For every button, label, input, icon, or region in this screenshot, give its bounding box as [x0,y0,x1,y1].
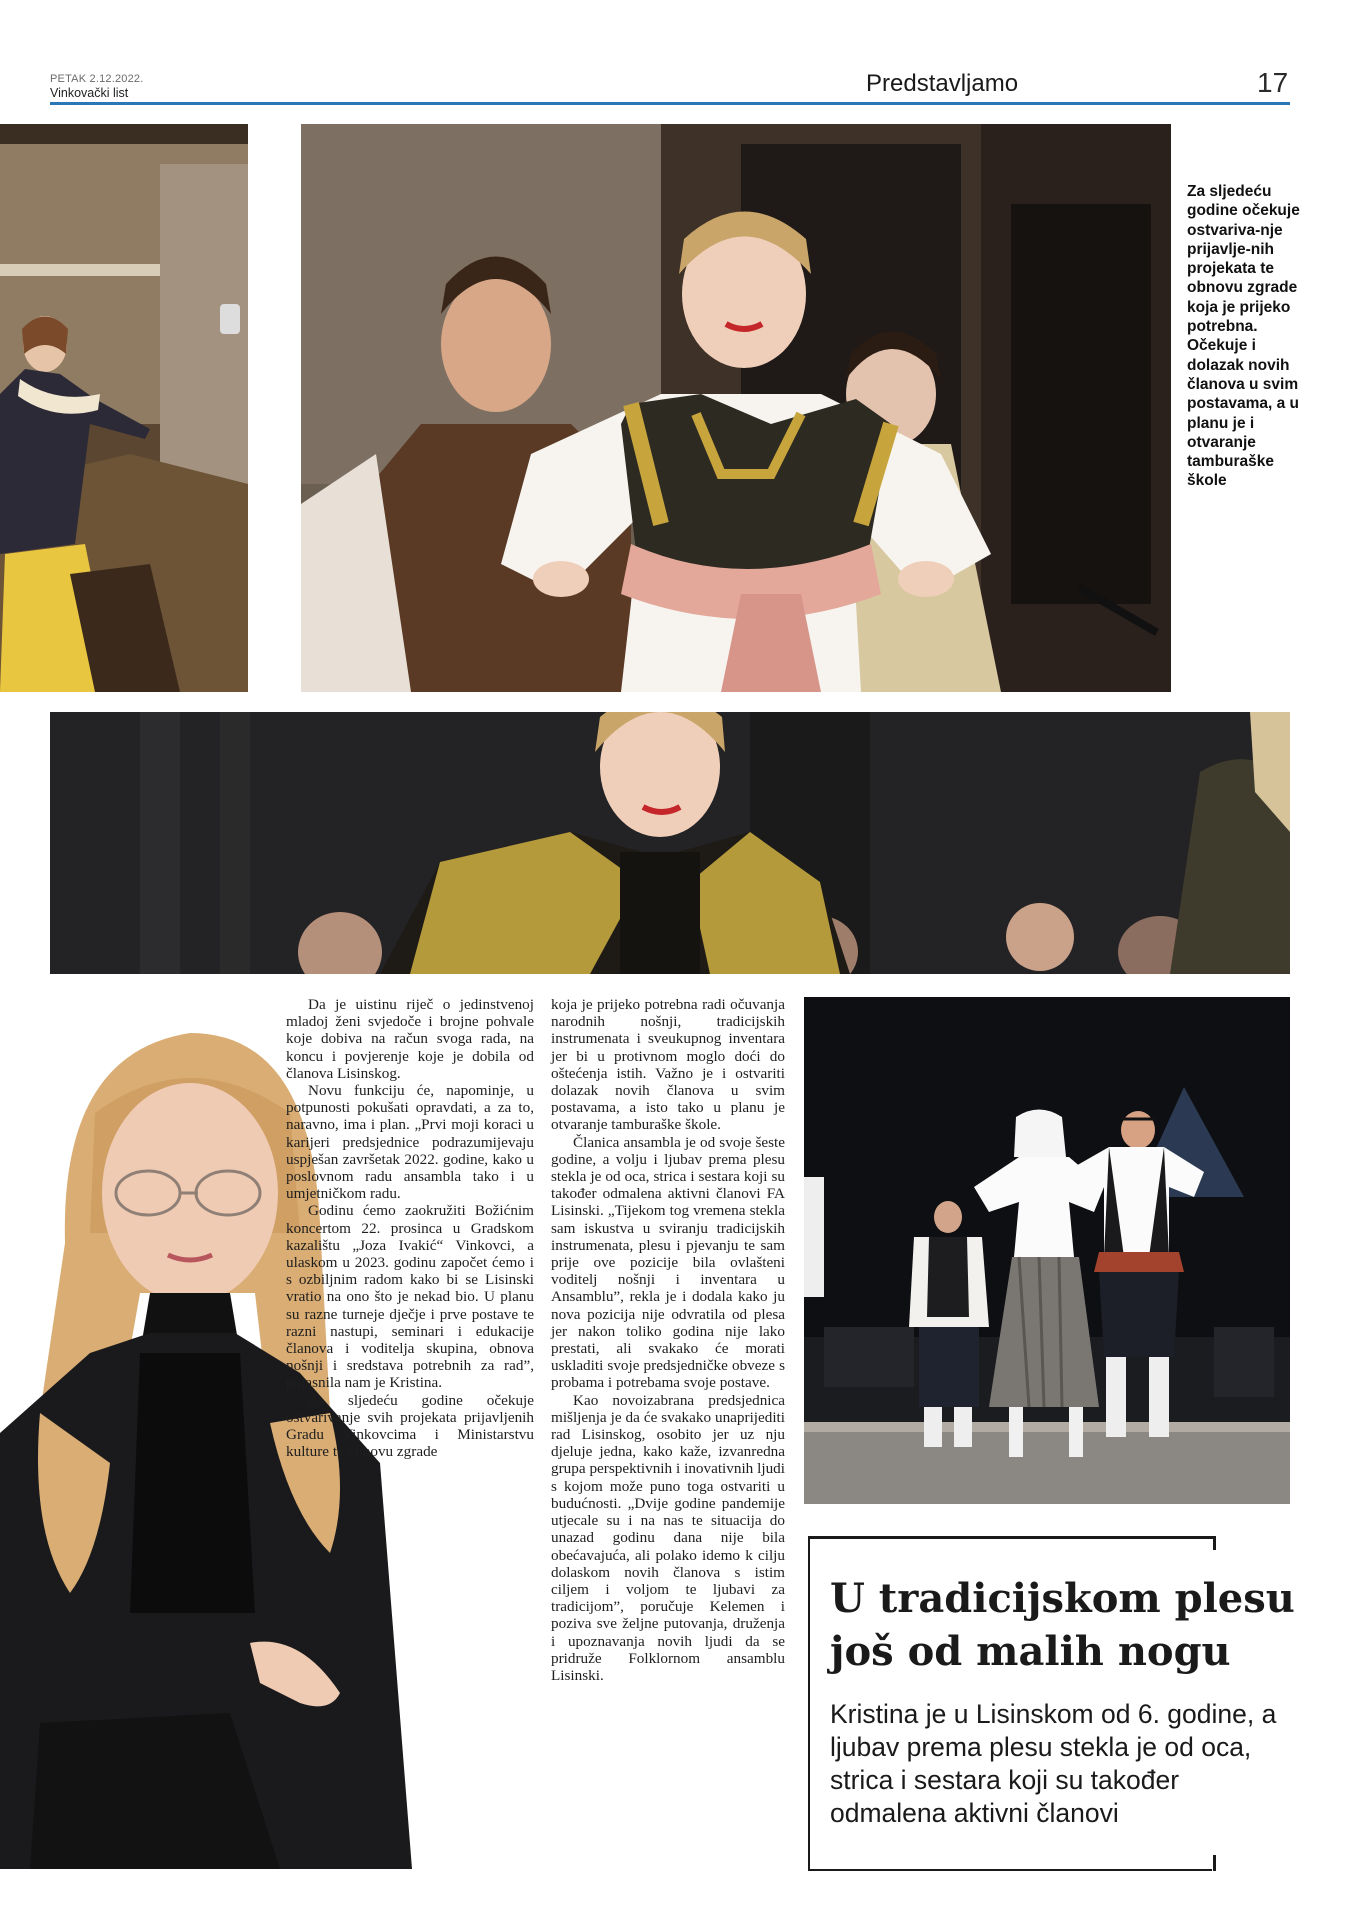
photo-caption: Za sljedeću godine očekuje ostvariva-nje prijavlje-nih projekata te obnovu zgrade koja je prijeko potrebna. Očekuje i dolazak novih članova u svim postavama, a u planu je i otvaranje tamburaške škole [1187,183,1300,490]
article-paragraph: Kao novoizabrana predsjednica mišljenja je da će svakako unaprijediti rad Lisinskog, osobito jer uz nju djeluje jedna, kako kaže, izvanredna grupa perspektivnih i inovativnih ljudi s kojom može puno toga ostvariti u budućnosti. „Dvije godine pandemije utjecale su i na nas te situacija do unazad godinu dana nije bila obećavajuća, ali polako idemo k cilju dolaskom novih članova s istim ciljem i voljom te ljubavi za tradicijom”, poručuje Kelemen i poziva sve željne putovanja, druženja i upoznavanja novih ljudi da se pridruže Folklornom ansamblu Lisinski. [551,1391,785,1684]
headline-box-corner [1213,1855,1216,1871]
article-column-2 [551,996,785,1684]
article-paragraph: Za sljedeću godine očekuje ostvarivanje svih projekata prijavljenih Gradu Vinkovcima i Ministarstvu kulture te obnovu zgrade [286,1391,534,1461]
photo-dancer-left [0,124,248,692]
header-rule [50,102,1290,105]
headline-box-corner [1213,1536,1216,1550]
page-number: 17 [1257,67,1289,98]
photo-dancer-wide [50,712,1290,974]
photo-dancing-couple [804,997,1290,1504]
article-paragraph: Godinu ćemo zaokružiti Božićnim koncertom 22. prosinca u Gradskom kazalištu „Joza Ivakić“ Vinkovci, a ulaskom u 2023. godinu započet ćemo i s ozbiljnim radom kako bi se Lisinski vratio na ono što je nekad bio. U planu su razne turneje dječje i prve postave te razni nastupi, seminari i edukacije članova i voditelja skupina, obnova nošnji i sredstava potrebnih za rad”, pojasnila nam je Kristina. [286,1202,534,1392]
article-paragraph: koja je prijeko potrebna radi očuvanja narodnih nošnji, tradicijskih instrumenata i sveukupnog inventara jer bi u protivnom moglo doći do oštećenja istih. Važno je i ostvariti dolazak novih članova u svim postavama, a isto tako u planu je otvaranje tamburaške škole. [551,996,785,1134]
article-paragraph: Novu funkciju će, napominje, u potpunosti pokušati opravdati, a za to, naravno, ima i plan. „Prvi moji koraci u karijeri predsjednice podrazumijevaju uspješan završetak 2022. godine, kako u poslovnom radu ansambla tako i u umjetničkom radu. [286,1082,534,1203]
section-title: Predstavljamo [866,70,1019,97]
newspaper-name: Vinkovački list [50,86,129,100]
article-subheadline: Kristina je u Lisinskom od 6. godine, a ljubav prema plesu stekla je od oca, strica i sestara koji su također odmalena aktivni članovi [830,1699,1277,1828]
issue-date: PETAK 2.12.2022. [50,73,144,85]
headline-box-top-rule [808,1536,1216,1539]
article-paragraph: Da je uistinu riječ o jedinstvenoj mladoj ženi svjedoče i brojne pohvale koje dobiva na račun svoga rada, na koncu i povjerenje koje je dobila od članova Lisinskog. [286,996,534,1082]
photo-dancers-stage [301,124,1171,692]
article-headline: U tradicijskom plesu još od malih nogu [830,1575,1295,1675]
article-column-1 [286,996,534,1460]
article-paragraph: Članica ansambla je od svoje šeste godine, a volju i ljubav prema plesu stekla je od oca, strica i sestara koji su također odmalena aktivni članovi FA Lisinski. „Tijekom tog vremena stekla sam iskustva u sviranju tradicijskih instrumenata, plesu i pjevanju te sam prije ove pozicije bila ovlašteni voditelj nošnji i inventara u Ansamblu”, rekla je i dodala kako ju nova pozicija nije odvratila od plesa jer nakon toliko godina nije lako prestati, ali svakako će morati uskladiti svoje predsjedničke obveze s probama i potrebama svoje postave. [551,1133,785,1392]
